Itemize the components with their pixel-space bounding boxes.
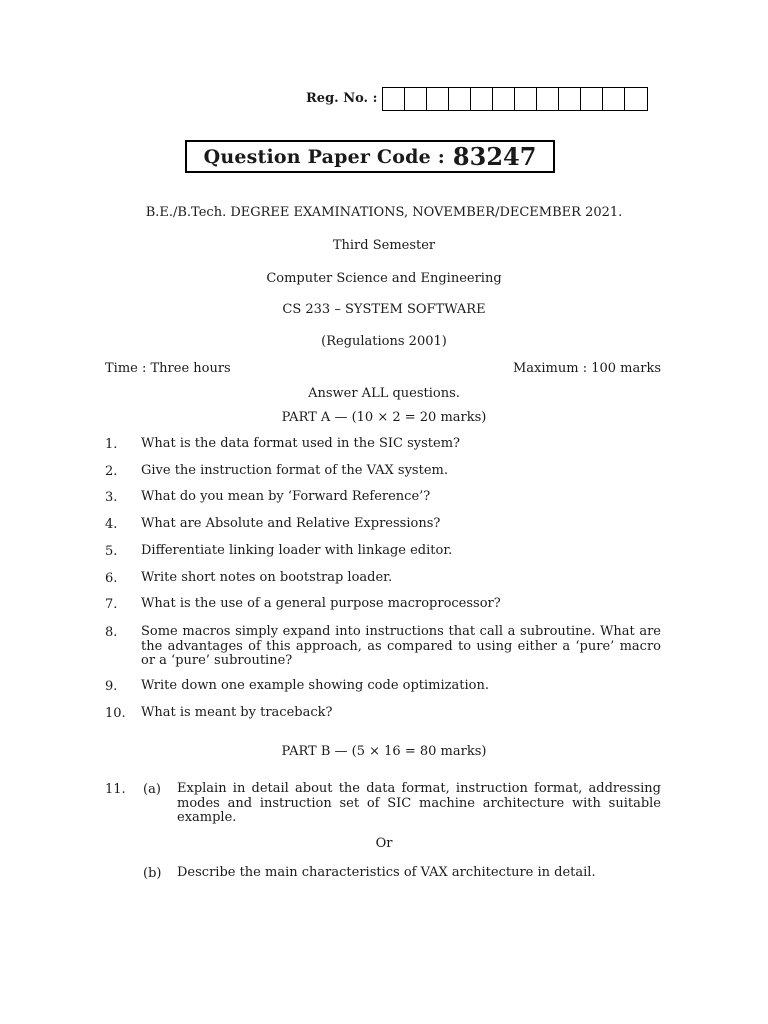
part-b-title: PART B — (5 × 16 = 80 marks) <box>281 744 487 759</box>
instruction: Answer ALL questions. <box>308 386 460 401</box>
question-text: Differentiate linking loader with linkage editor. <box>141 543 453 558</box>
reg-no-digit-box <box>625 88 647 110</box>
semester: Third Semester <box>332 238 436 253</box>
reg-no-digit-box <box>559 88 581 110</box>
question-number: 2. <box>105 464 118 479</box>
question-number: 6. <box>105 571 118 586</box>
subject: CS 233 – SYSTEM SOFTWARE <box>282 302 486 317</box>
reg-no-digit-box <box>405 88 427 110</box>
question-text: What is the use of a general purpose macroprocessor? <box>141 596 501 611</box>
question-text: Describe the main characteristics of VAX architecture in detail. <box>177 865 596 880</box>
reg-no-label: Reg. No. : <box>306 91 378 106</box>
reg-no-digit-box <box>537 88 559 110</box>
reg-no-digit-box <box>581 88 603 110</box>
question-text: What is the data format used in the SIC system? <box>141 436 460 451</box>
exam-title: B.E./B.Tech. DEGREE EXAMINATIONS, NOVEMBER/DECEMBER 2021. <box>145 205 623 220</box>
question-text: Write short notes on bootstrap loader. <box>141 570 393 585</box>
question-paper-code: 83247 <box>452 142 537 171</box>
reg-no-digit-box <box>449 88 471 110</box>
reg-no-digit-box <box>603 88 625 110</box>
question-text: Give the instruction format of the VAX system. <box>141 463 448 478</box>
time-allowed: Time : Three hours <box>105 361 231 376</box>
question-number: 1. <box>105 437 118 452</box>
question-paper-code-box <box>185 140 555 173</box>
reg-no-digit-box <box>427 88 449 110</box>
maximum-marks: Maximum : 100 marks <box>512 361 661 376</box>
reg-no-digit-box <box>493 88 515 110</box>
question-text: Some macros simply expand into instructions that call a subroutine. What are the advantages of this approach, as compared to using either a ‘pure’ macro or a ‘pure’ subroutine? <box>141 624 661 668</box>
sub-question-label: (b) <box>143 866 162 881</box>
regulations: (Regulations 2001) <box>321 334 447 349</box>
question-number: 4. <box>105 517 118 532</box>
reg-no-digit-box <box>471 88 493 110</box>
question-number: 11. <box>105 782 126 797</box>
question-text: Explain in detail about the data format, instruction format, addressing modes and instruction set of SIC machine architecture with suitable example. <box>177 781 661 825</box>
reg-no-boxes <box>382 87 648 111</box>
question-number: 5. <box>105 544 118 559</box>
question-text: What is meant by traceback? <box>141 705 333 720</box>
reg-no-digit-box <box>515 88 537 110</box>
question-text: What are Absolute and Relative Expressions? <box>141 516 441 531</box>
question-number: 10. <box>105 706 126 721</box>
question-number: 3. <box>105 490 118 505</box>
reg-no-digit-box <box>383 88 405 110</box>
question-text: Write down one example showing code optimization. <box>141 678 489 693</box>
question-number: 7. <box>105 597 118 612</box>
part-a-title: PART A — (10 × 2 = 20 marks) <box>281 410 487 425</box>
sub-question-label: (a) <box>143 782 161 797</box>
question-number: 9. <box>105 679 118 694</box>
question-number: 8. <box>105 625 118 640</box>
or-separator: Or <box>375 836 393 851</box>
question-text: What do you mean by ‘Forward Reference’? <box>141 489 431 504</box>
question-paper-code-label: Question Paper Code : <box>203 145 445 168</box>
department: Computer Science and Engineering <box>266 271 502 286</box>
